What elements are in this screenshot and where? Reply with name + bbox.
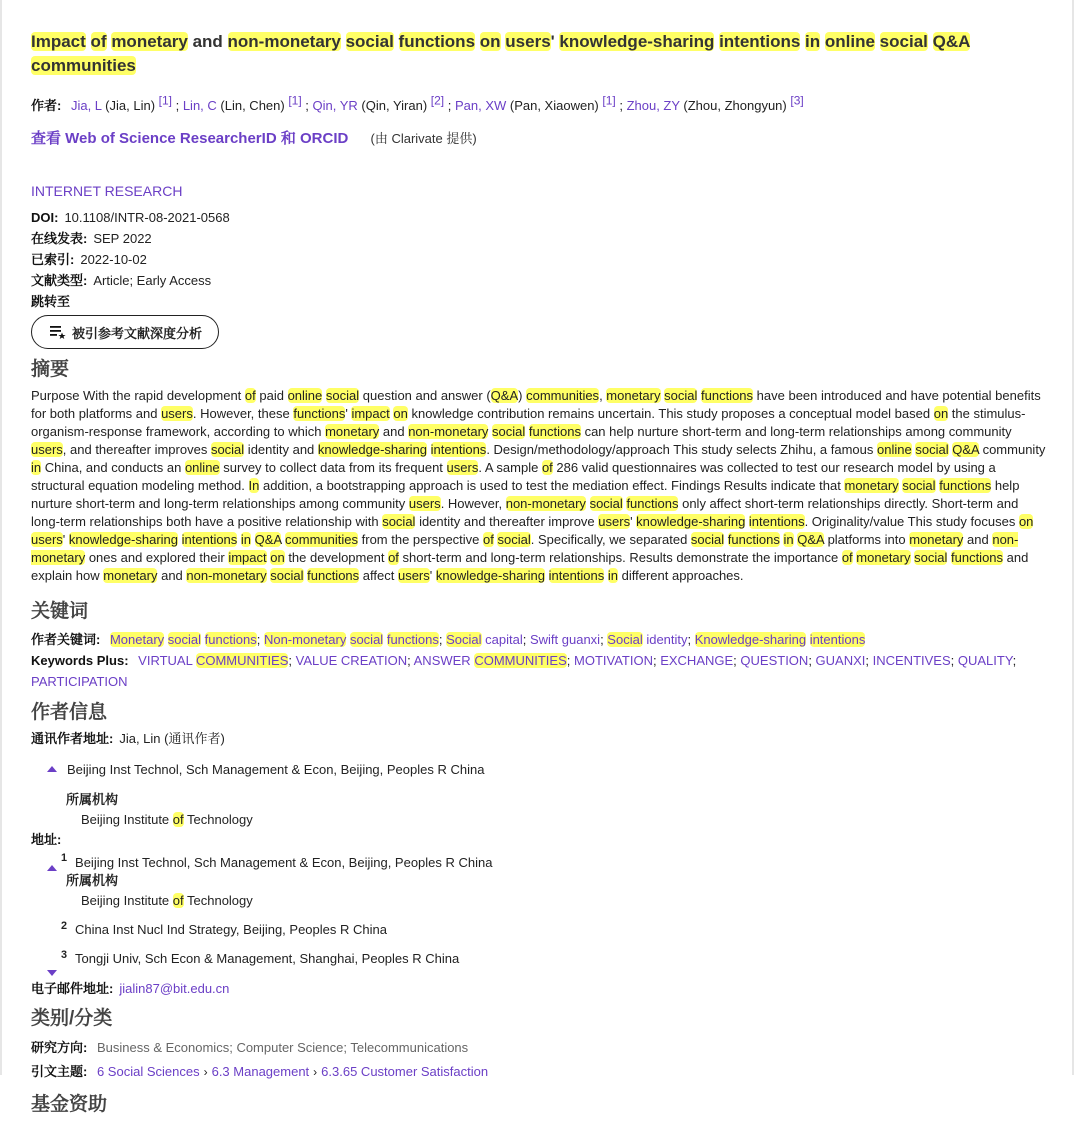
authors-label: 作者:: [31, 98, 62, 114]
author-affiliation-ref[interactable]: [1]: [602, 94, 616, 108]
highlighted-term: on: [479, 32, 501, 51]
highlighted-term: social: [325, 388, 360, 404]
highlighted-term: of: [172, 892, 184, 908]
authors-list: Jia, L (Jia, Lin) [1] ; Lin, C (Lin, Chen) [1] ; Qin, YR (Qin, Yiran) [2] ; Pan, XW (Pan, Xiaowen) [1] ; Zhou, ZY (Zhou, Zhongyun) [3]: [70, 94, 804, 114]
highlighted-term: functions: [386, 632, 439, 648]
highlighted-term: Q&A: [932, 32, 970, 51]
doi-value: 10.1108/INTR-08-2021-0568: [64, 210, 230, 226]
highlighted-term: online: [287, 388, 323, 404]
jump-to-label: 跳转至: [31, 294, 71, 310]
highlighted-term: social: [497, 532, 531, 548]
highlighted-term: social: [902, 478, 936, 494]
chevron-right-icon: ›: [203, 1065, 208, 1080]
highlighted-term: non-monetary: [227, 32, 341, 51]
highlighted-term: functions: [307, 568, 360, 584]
author-keyword-link[interactable]: [110, 632, 257, 647]
highlighted-term: users: [446, 460, 479, 476]
org-label: 所属机构: [66, 792, 119, 808]
collapse-icon[interactable]: [47, 766, 57, 772]
highlighted-term: functions: [528, 424, 581, 440]
author-affiliation-ref[interactable]: [1]: [158, 94, 172, 108]
highlighted-term: communities: [31, 56, 136, 75]
highlighted-term: functions: [951, 550, 1004, 566]
highlighted-term: In: [248, 478, 260, 494]
highlighted-term: users: [161, 406, 193, 422]
highlighted-term: social: [690, 532, 725, 548]
highlighted-term: in: [31, 460, 42, 476]
highlighted-term: of: [841, 550, 853, 566]
highlighted-term: intentions: [430, 442, 487, 458]
highlighted-term: COMMUNITIES: [474, 653, 567, 669]
author-affiliation-ref[interactable]: [3]: [790, 94, 804, 108]
author-affiliation-ref[interactable]: [1]: [288, 94, 302, 108]
highlighted-term: monetary: [856, 550, 911, 566]
researcher-id-row: [31, 129, 1046, 149]
highlighted-term: functions: [398, 32, 476, 51]
keywords-plus-label: Keywords Plus:: [31, 653, 129, 669]
indexed-label: 已索引:: [31, 252, 75, 268]
highlighted-term: monetary: [844, 478, 899, 494]
provided-by: (由 Clarivate 提供): [370, 131, 477, 147]
doi-label: DOI:: [31, 210, 59, 226]
author-info-heading: 作者信息: [31, 702, 108, 724]
research-area-link[interactable]: Telecommunications: [350, 1040, 469, 1056]
author-keyword-link[interactable]: Swift guanxi: [529, 632, 601, 648]
highlighted-term: knowledge-sharing: [559, 32, 715, 51]
citation-topic-link[interactable]: 6.3 Management: [211, 1064, 310, 1080]
highlighted-term: Q&A: [490, 388, 519, 404]
highlighted-term: users: [505, 32, 551, 51]
highlighted-term: impact: [228, 550, 267, 566]
highlighted-term: impact: [351, 406, 390, 422]
email-link[interactable]: jialin87@bit.edu.cn: [119, 981, 230, 997]
author-link[interactable]: Pan, XW: [454, 98, 507, 114]
highlighted-term: users: [31, 532, 63, 548]
highlighted-term: knowledge-sharing: [317, 442, 428, 458]
highlighted-term: monetary: [103, 568, 158, 584]
author-affiliation-ref[interactable]: [2]: [430, 94, 445, 108]
highlighted-term: functions: [293, 406, 346, 422]
highlighted-term: intentions: [748, 514, 805, 530]
highlighted-term: in: [805, 32, 821, 51]
citation-topics-label: 引文主题:: [31, 1064, 88, 1080]
highlighted-term: monetary: [606, 388, 661, 404]
highlighted-term: users: [598, 514, 631, 530]
highlighted-term: in: [783, 532, 794, 548]
citation-topic-link[interactable]: 6 Social Sciences: [96, 1064, 200, 1080]
address-number: 3: [61, 948, 68, 961]
highlighted-term: knowledge-sharing: [435, 568, 545, 584]
online-value: SEP 2022: [93, 231, 152, 247]
highlighted-term: non-monetary: [186, 568, 267, 584]
highlighted-term: online: [877, 442, 912, 458]
authors-line: [31, 92, 1046, 115]
highlighted-term: Q&A: [952, 442, 979, 458]
research-areas-row: [31, 1036, 1046, 1060]
research-areas-list: Business & Economics; Computer Science; Telecommunications: [96, 1040, 469, 1056]
doc-type-value: Article; Early Access: [93, 273, 212, 289]
keywords-heading: 关键词: [31, 601, 89, 623]
keywords-plus-row: [31, 650, 1046, 692]
keyword-plus-link[interactable]: PARTICIPATION: [31, 674, 128, 690]
org-name: Beijing Institute of Technology: [81, 892, 253, 908]
highlighted-term: communities: [285, 532, 359, 548]
highlighted-term: Social: [607, 632, 643, 648]
keyword-plus-link[interactable]: EXCHANGE: [660, 653, 734, 669]
address-number: 1: [61, 852, 68, 865]
highlighted-term: users: [408, 496, 441, 512]
category-heading: 类别/分类: [31, 1008, 113, 1030]
keyword-plus-link[interactable]: VIRTUAL COMMUNITIES: [138, 653, 289, 669]
highlighted-term: Monetary: [109, 632, 165, 648]
highlighted-term: functions: [701, 388, 754, 404]
citation-topics-row: [31, 1060, 1046, 1084]
collapse-icon[interactable]: [47, 865, 57, 871]
highlighted-term: monetary: [909, 532, 964, 548]
highlighted-term: social: [210, 442, 245, 458]
highlighted-term: non-monetary: [31, 532, 1019, 566]
record-content: [31, 0, 1046, 1122]
highlighted-term: on: [933, 406, 949, 422]
author-link[interactable]: Jia, L: [70, 98, 102, 114]
highlighted-term: users: [31, 442, 63, 458]
keyword-plus-link[interactable]: ANSWER COMMUNITIES: [413, 653, 567, 669]
author-keywords-label: 作者关键词:: [31, 632, 101, 648]
abstract-heading: 摘要: [31, 359, 70, 381]
highlighted-term: intentions: [719, 32, 801, 51]
highlighted-term: intentions: [809, 632, 866, 648]
list-star-icon: [50, 325, 66, 339]
keyword-plus-link[interactable]: QUALITY: [957, 653, 1013, 669]
research-area-link[interactable]: Business & Economics: [96, 1040, 230, 1056]
highlighted-term: non-monetary: [408, 424, 489, 440]
chevron-right-icon: ›: [313, 1065, 318, 1080]
highlighted-term: of: [244, 388, 256, 404]
highlighted-term: social: [664, 388, 698, 404]
highlighted-term: Non-monetary: [263, 632, 347, 648]
highlighted-term: functions: [939, 478, 992, 494]
author-link[interactable]: Lin, C: [182, 98, 217, 114]
address-label: 地址:: [31, 832, 62, 848]
highlighted-term: in: [607, 568, 619, 584]
keywords-plus-list: VIRTUAL COMMUNITIES; VALUE CREATION; ANSWER COMMUNITIES; MOTIVATION; EXCHANGE; QUESTION; GUANXI; INCENTIVES; QUALITY; PARTICIPATION: [31, 653, 1017, 690]
highlighted-term: on: [393, 406, 408, 422]
highlighted-term: social: [879, 32, 928, 51]
org-label: 所属机构: [66, 872, 119, 888]
keyword-plus-link[interactable]: GUANXI: [815, 653, 866, 669]
author-link[interactable]: Qin, YR: [312, 98, 358, 114]
highlighted-term: functions: [626, 496, 679, 512]
corresponding-address-row: [47, 761, 1046, 779]
journal-link[interactable]: INTERNET RESEARCH: [31, 183, 183, 200]
highlighted-term: social: [349, 632, 384, 648]
keyword-plus-link[interactable]: VALUE CREATION: [295, 653, 408, 669]
research-areas-label: 研究方向:: [31, 1040, 88, 1056]
address-text: Tongji Univ, Sch Econ & Management, Shanghai, Peoples R China: [75, 951, 460, 967]
online-label: 在线发表:: [31, 231, 88, 247]
highlighted-term: COMMUNITIES: [195, 653, 289, 669]
author-keywords-row: [31, 629, 1046, 650]
metadata: [31, 207, 1046, 312]
address-text: China Inst Nucl Ind Strategy, Beijing, Peoples R China: [75, 921, 387, 937]
highlighted-term: social: [914, 550, 948, 566]
author-keyword-link[interactable]: Social capital: [446, 632, 523, 648]
author-keyword-link[interactable]: Social identity: [607, 632, 688, 648]
article-title: Impact of monetary and non-monetary social functions on users' knowledge-sharing intentions in online social Q&A communities: [31, 32, 970, 75]
address-text: Beijing Inst Technol, Sch Management & Econ, Beijing, Peoples R China: [75, 854, 493, 870]
highlighted-term: intentions: [181, 532, 238, 548]
highlighted-term: social: [167, 632, 202, 648]
corresponding-label: 通讯作者地址:: [31, 731, 114, 747]
doc-type-label: 文献类型:: [31, 273, 88, 289]
research-area-link[interactable]: Computer Science: [236, 1040, 344, 1056]
researcher-id-link[interactable]: 查看 Web of Science ResearcherID 和 ORCID: [31, 130, 349, 148]
highlighted-term: social: [492, 424, 526, 440]
keyword-plus-link[interactable]: QUESTION: [740, 653, 809, 669]
cited-reference-analysis-button[interactable]: [31, 315, 219, 349]
highlighted-term: in: [240, 532, 252, 548]
corresponding-row: [31, 730, 1046, 748]
highlighted-term: non-monetary: [505, 496, 586, 512]
highlighted-term: knowledge-sharing: [68, 532, 179, 548]
keyword-plus-link[interactable]: INCENTIVES: [872, 653, 951, 669]
email-row: [31, 980, 1046, 998]
highlighted-term: functions: [204, 632, 257, 648]
highlighted-term: online: [824, 32, 875, 51]
highlighted-term: Knowledge-sharing: [694, 632, 807, 648]
highlighted-term: of: [172, 812, 184, 828]
highlighted-term: monetary: [325, 424, 380, 440]
corresponding-author: Jia, Lin (通讯作者): [119, 731, 225, 747]
citation-topic-link[interactable]: 6.3.65 Customer Satisfaction: [321, 1064, 489, 1080]
highlighted-term: communities: [526, 388, 600, 404]
highlighted-term: social: [382, 514, 416, 530]
indexed-value: 2022-10-02: [80, 252, 147, 268]
highlighted-term: functions: [727, 532, 780, 548]
author-keyword-link[interactable]: [695, 632, 866, 647]
org-name: Beijing Institute of Technology: [81, 812, 253, 828]
highlighted-term: of: [483, 532, 494, 548]
highlighted-term: of: [90, 32, 107, 51]
highlighted-term: on: [270, 550, 285, 566]
highlighted-term: social: [589, 496, 623, 512]
address-list: [47, 849, 1046, 968]
highlighted-term: Social: [446, 632, 482, 648]
highlighted-term: Impact: [31, 32, 86, 51]
highlighted-term: knowledge-sharing: [636, 514, 746, 530]
keyword-plus-link[interactable]: MOTIVATION: [574, 653, 653, 669]
funding-heading: 基金资助: [31, 1094, 108, 1116]
highlighted-term: intentions: [548, 568, 605, 584]
author-link[interactable]: Zhou, ZY: [626, 98, 680, 114]
highlighted-term: of: [541, 460, 553, 476]
highlighted-term: monetary: [111, 32, 188, 51]
cited-reference-analysis-label: 被引参考文献深度分析: [72, 325, 203, 341]
highlighted-term: Q&A: [254, 532, 282, 548]
highlighted-term: on: [1018, 514, 1034, 530]
corresponding-address: Beijing Inst Technol, Sch Management & Econ, Beijing, Peoples R China: [67, 762, 485, 778]
email-label: 电子邮件地址:: [31, 981, 114, 997]
citation-topics-list: [97, 1064, 488, 1079]
abstract-text: Purpose With the rapid development of paid online social question and answer (Q&A) communities, monetary social functions have been introduced and have potential benefits for both platforms and users. However, these functions' impact on knowledge contribution remains uncertain. This study proposes a conceptual model based on the stimulus-organism-response framework, according to which monetary and non-monetary social functions can help nurture short-term and long-term relationships among community users, and thereafter improves social identity and knowledge-sharing intentions. Design/methodology/approach This study selects Zhihu, a famous online social Q&A community in China, and conducts an online survey to collect data from its frequent users. A sample of 286 valid questionnaires was collected to test our research model by using a structural equation modeling method. In addition, a bootstrapping approach is used to test the mediation effect. Findings Results indicate that monetary social functions help nurture short-term and long-term relationships among community users. However, non-monetary social functions only affect short-term relationships directly. Short-term and long-term relationships both have a positive relationship with social identity and thereafter improve users' knowledge-sharing intentions. Originality/value This study focuses on users' knowledge-sharing intentions in Q&A communities from the perspective of social. Specifically, we separated social functions in Q&A platforms into monetary and non-monetary ones and explored their impact on the development of short-term and long-term relationships. Results demonstrate the importance of monetary social functions and explain how monetary and non-monetary social functions affect users' knowledge-sharing intentions in different approaches.: [31, 388, 1046, 584]
expand-icon[interactable]: [47, 970, 57, 976]
highlighted-term: social: [915, 442, 949, 458]
highlighted-term: social: [345, 32, 394, 51]
highlighted-term: of: [388, 550, 399, 566]
highlighted-term: social: [270, 568, 304, 584]
author-keywords-list: Monetary social functions; Non-monetary social functions; Social capital; Swift guanxi; Social identity; Knowledge-sharing intentions: [109, 632, 866, 648]
highlighted-term: online: [184, 460, 220, 476]
highlighted-term: Q&A: [797, 532, 824, 548]
highlighted-term: users: [397, 568, 430, 584]
address-number: 2: [61, 919, 68, 932]
author-keyword-link[interactable]: [264, 632, 439, 647]
